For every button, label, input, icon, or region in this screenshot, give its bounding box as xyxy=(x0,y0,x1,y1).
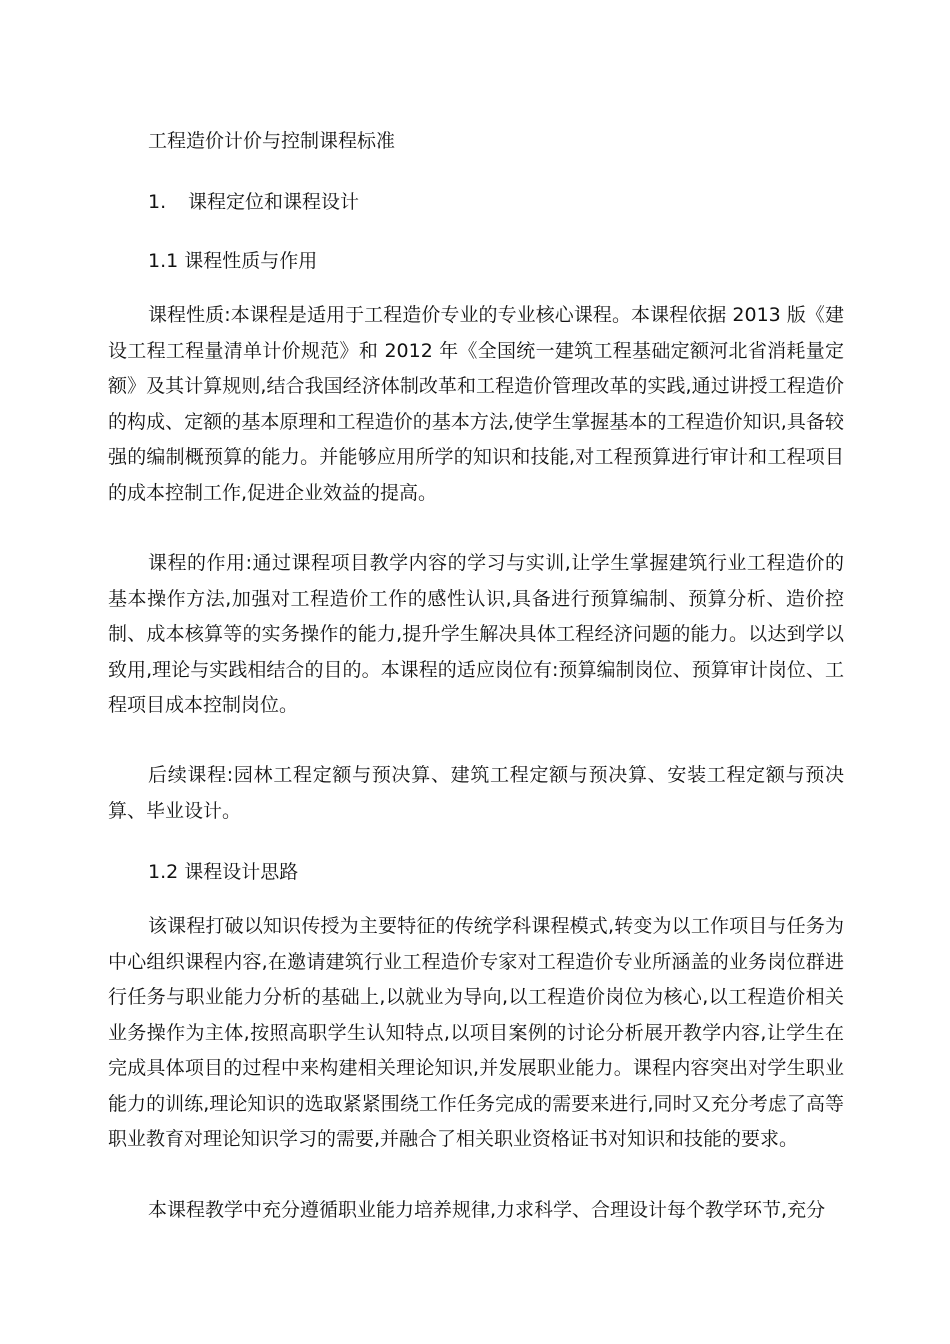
paragraph-course-role: 课程的作用:通过课程项目教学内容的学习与实训,让学生掌握建筑行业工程造价的基本操作方法,加强对工程造价工作的感性认识,具备进行预算编制、预算分析、造价控制、成本核算等的实务操作的能力,提升学生解决具体工程经济问题的能力。以达到学以致用,理论与实践相结合的目的。本课程的适应岗位有:预算编制岗位、预算审计岗位、工程项目成本控制岗位。 xyxy=(108,552,844,716)
document-title: 工程造价计价与控制课程标准 xyxy=(148,130,396,152)
paragraph-design-approach: 该课程打破以知识传授为主要特征的传统学科课程模式,转变为以工作项目与任务为中心组织课程内容,在邀请建筑行业工程造价专家对工程造价专业所涵盖的业务岗位群进行任务与职业能力分析的基础上,以就业为导向,以工程造价岗位为核心,以工程造价相关业务操作为主体,按照高职学生认知特点,以项目案例的讨论分析展开教学内容,让学生在完成具体项目的过程中来构建相关理论知识,并发展职业能力。课程内容突出对学生职业能力的训练,理论知识的选取紧紧围绕工作任务完成的需要来进行,同时又充分考虑了高等职业教育对理论知识学习的需要,并融合了相关职业资格证书对知识和技能的要求。 xyxy=(108,915,844,1150)
section-label: 课程定位和课程设计 xyxy=(188,191,360,213)
section-number: 1. xyxy=(148,191,167,213)
paragraph-followup-courses: 后续课程:园林工程定额与预决算、建筑工程定额与预决算、安装工程定额与预决算、毕业设计。 xyxy=(108,764,844,822)
paragraph-teaching: 本课程教学中充分遵循职业能力培养规律,力求科学、合理设计每个教学环节,充分 xyxy=(148,1199,826,1221)
section-heading-1-1: 1.1 课程性质与作用 xyxy=(148,250,318,272)
section-heading-1 xyxy=(148,187,359,217)
section-heading-1-2: 1.2 课程设计思路 xyxy=(148,861,299,883)
paragraph-course-nature: 课程性质:本课程是适用于工程造价专业的专业核心课程。本课程依据 2013 版《建设工程工程量清单计价规范》和 2012 年《全国统一建筑工程基础定额河北省消耗量定额》及其计算规则,结合我国经济体制改革和工程造价管理改革的实践,通过讲授工程造价的构成、定额的基本原理和工程造价的基本方法,使学生掌握基本的工程造价知识,具备较强的编制概预算的能力。并能够应用所学的知识和技能,对工程预算进行审计和工程项目的成本控制工作,促进企业效益的提高。 xyxy=(108,304,844,504)
